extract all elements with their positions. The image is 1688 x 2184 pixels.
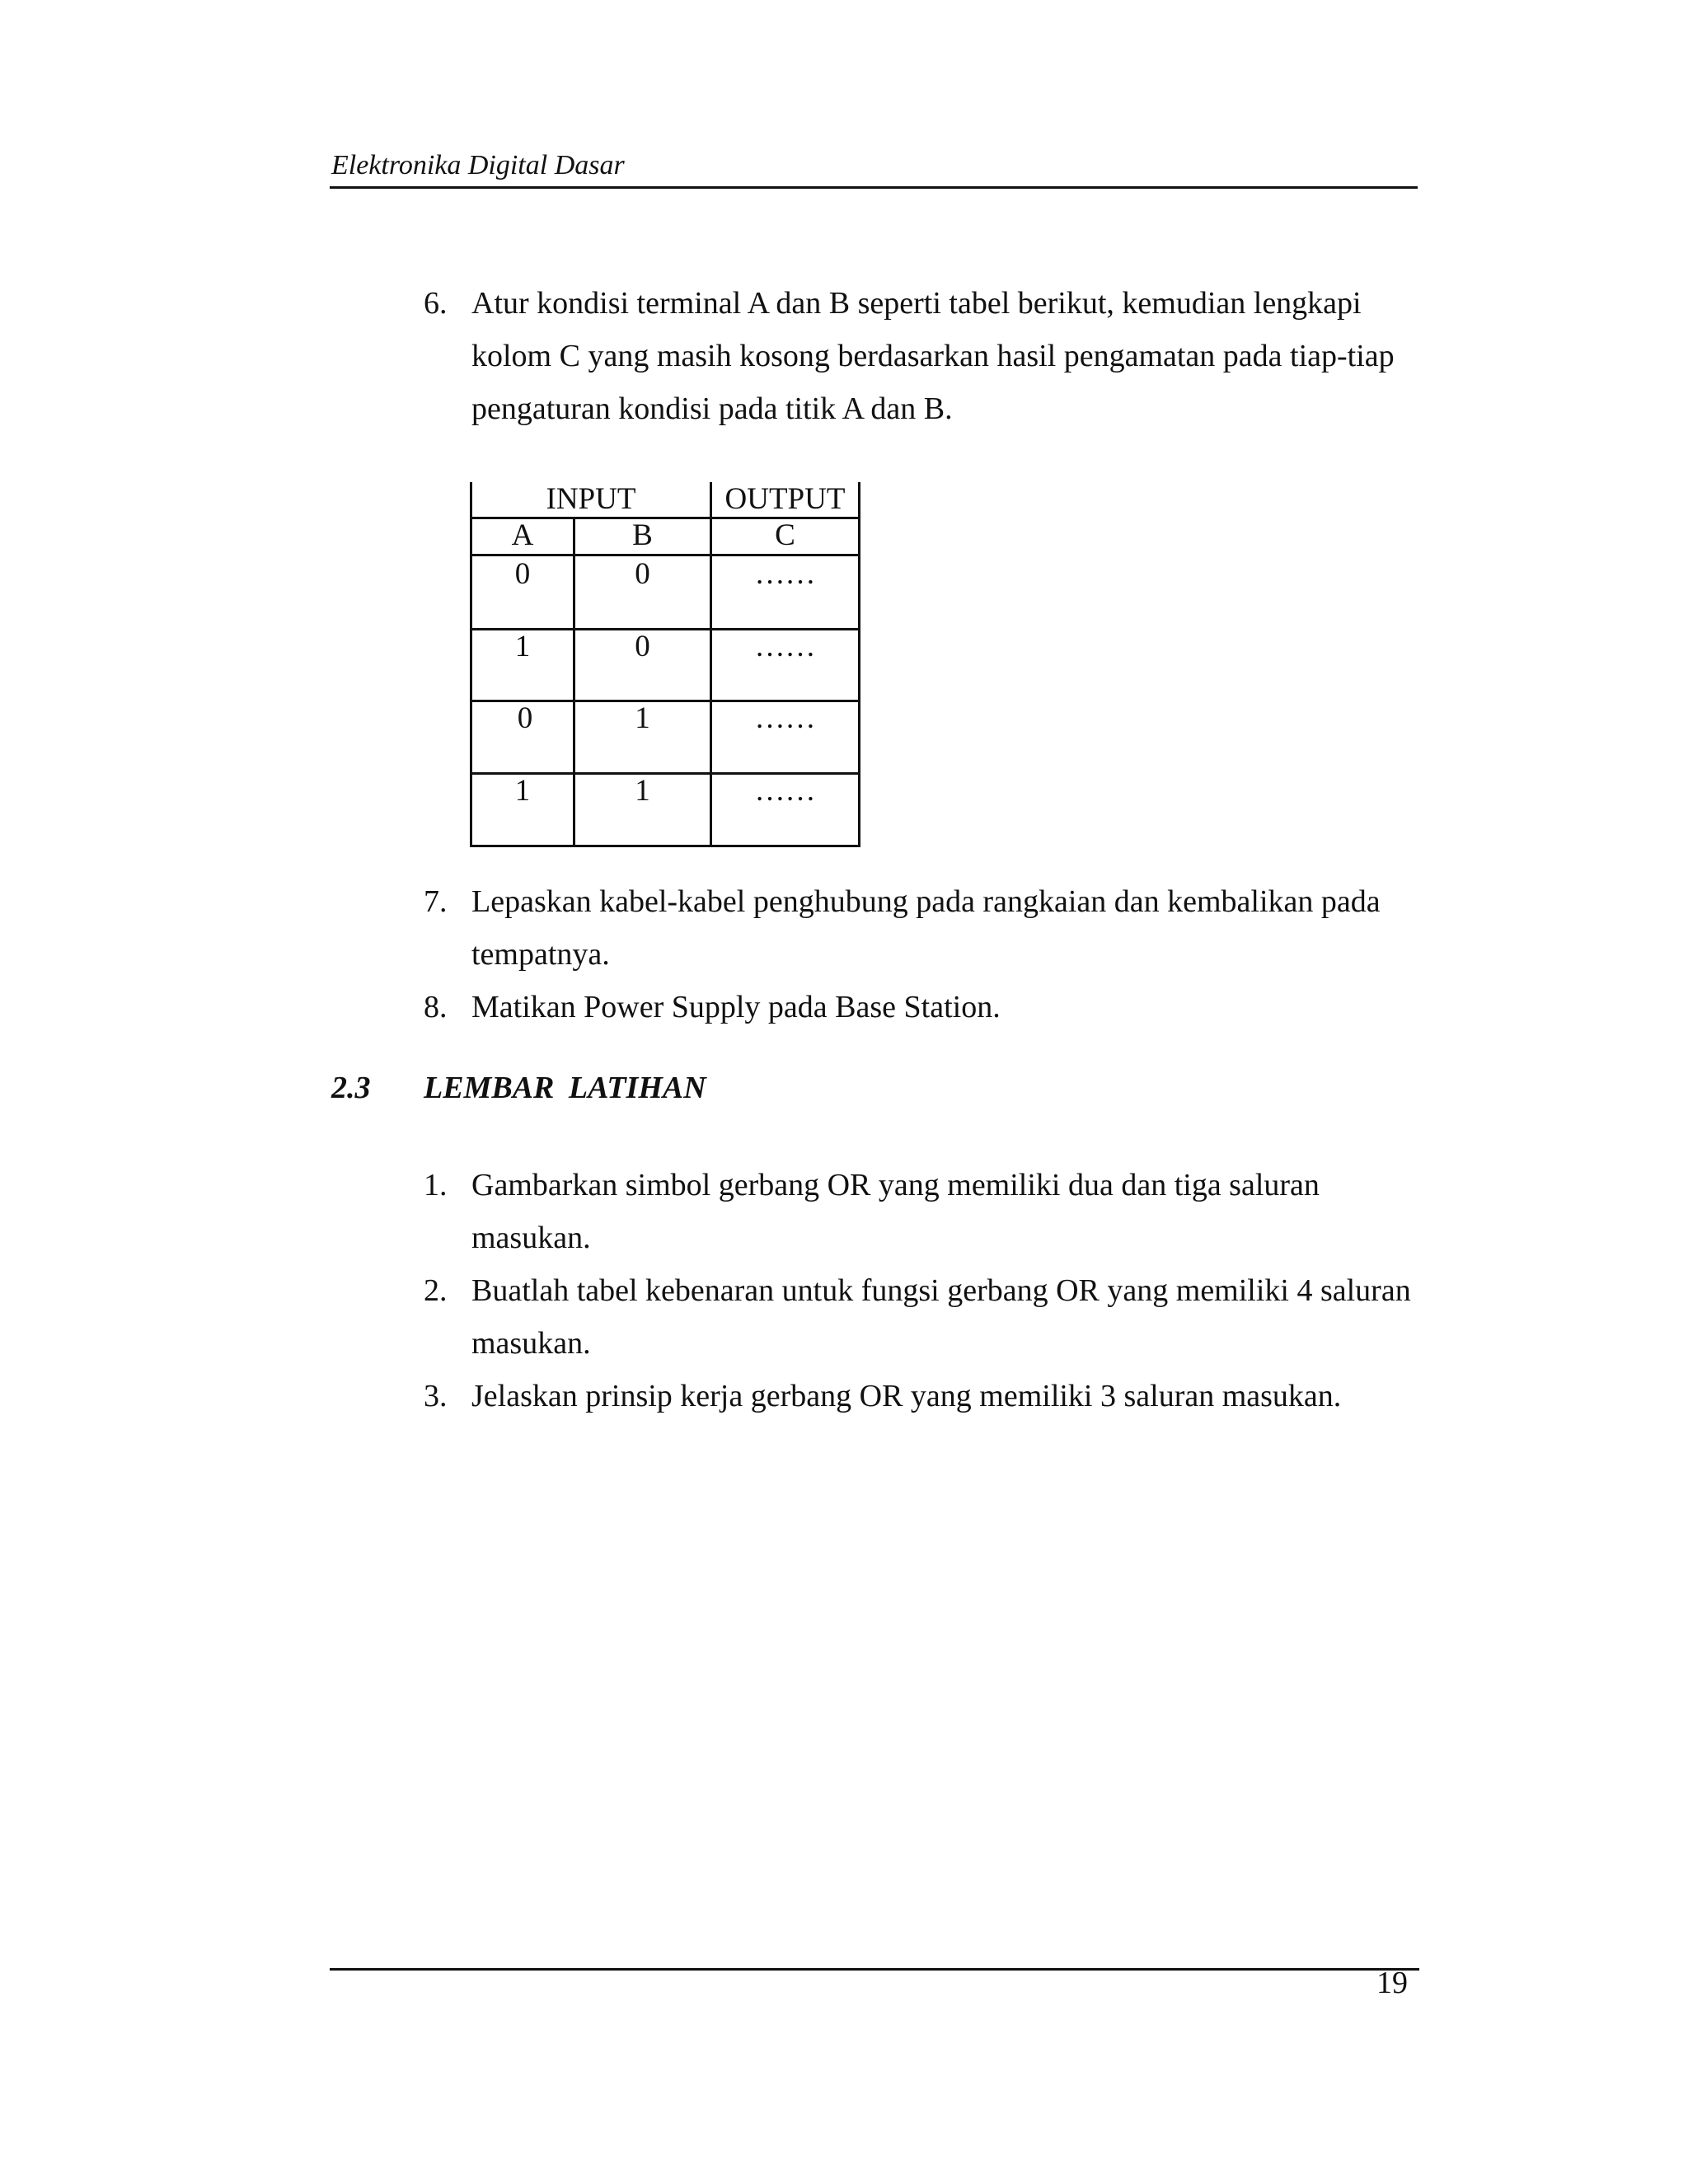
table-cell: …… [754,701,816,735]
table-border [858,482,860,847]
section-number: 2.3 [331,1071,371,1105]
table-border [470,554,860,556]
running-header-title: Elektronika Digital Dasar [331,150,625,180]
table-cell: …… [754,557,816,591]
truth-table [470,482,860,847]
table-group-header-input: INPUT [546,482,636,516]
list-text-line: pengaturan kondisi pada titik A dan B. [471,391,953,426]
list-text-line: Matikan Power Supply pada Base Station. [471,990,1001,1024]
table-border [470,845,860,847]
list-number: 1. [424,1168,448,1202]
table-column-header-c: C [775,518,795,552]
table-cell: 0 [635,557,650,591]
list-number: 7. [424,884,448,919]
table-column-header-b: B [632,518,653,552]
list-number: 2. [424,1273,448,1308]
table-cell: 1 [635,774,650,808]
table-cell: 1 [514,630,531,663]
footer-divider [330,1968,1419,1971]
table-cell: …… [754,630,816,663]
table-cell: …… [754,774,816,808]
table-cell: 0 [514,557,531,591]
table-cell: 1 [635,701,650,735]
table-cell: 1 [514,774,531,808]
list-text-line: Jelaskan prinsip kerja gerbang OR yang memiliki 3 saluran masukan. [471,1379,1342,1413]
list-number: 6. [424,286,448,321]
list-text-line: masukan. [471,1326,591,1361]
list-text-line: Buatlah tabel kebenaran untuk fungsi gerbang OR yang memiliki 4 saluran [471,1273,1411,1308]
list-text-line: masukan. [471,1221,591,1255]
table-cell: 0 [517,701,533,735]
list-text-line: tempatnya. [471,937,610,972]
list-number: 3. [424,1379,448,1413]
table-cell: 0 [635,630,650,663]
list-text-line: Gambarkan simbol gerbang OR yang memiliki dua dan tiga saluran [471,1168,1320,1202]
list-text-line: Lepaskan kabel-kabel penghubung pada rangkaian dan kembalikan pada [471,884,1381,919]
table-column-header-a: A [511,518,534,552]
list-number: 8. [424,990,448,1024]
section-title: LEMBAR LATIHAN [424,1071,706,1105]
list-text-line: Atur kondisi terminal A dan B seperti tabel berikut, kemudian lengkapi [471,286,1362,321]
page-number: 19 [1376,1966,1408,2000]
table-group-header-output: OUTPUT [724,482,846,516]
list-text-line: kolom C yang masih kosong berdasarkan hasil pengamatan pada tiap-tiap [471,339,1395,373]
header-divider [330,186,1418,189]
